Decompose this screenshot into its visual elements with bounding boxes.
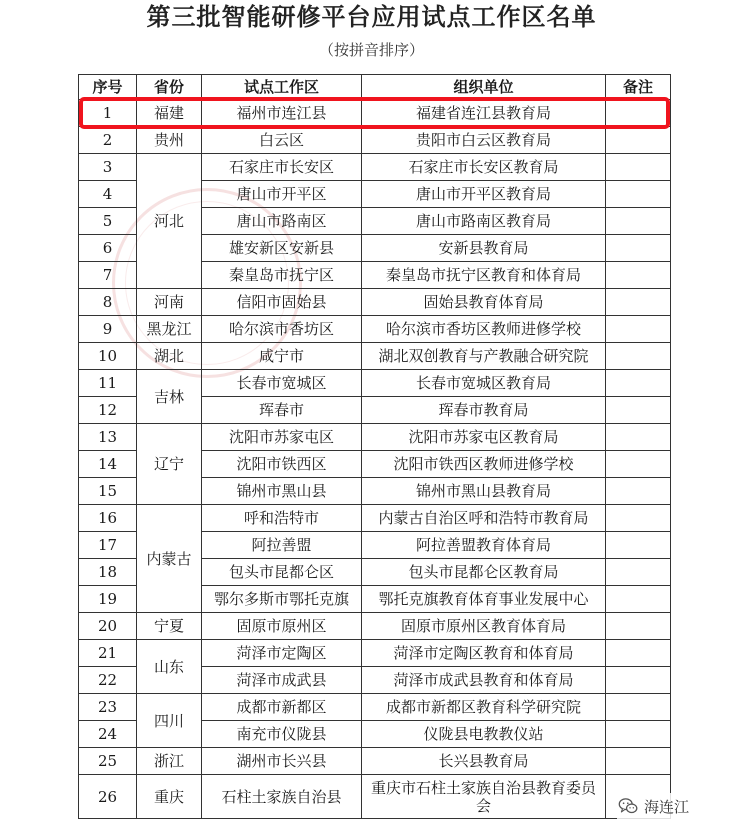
row-number: 23 — [79, 694, 137, 721]
organizer-cell: 长春市宽城区教育局 — [362, 370, 606, 397]
row-number: 7 — [79, 262, 137, 289]
remarks-cell — [606, 343, 671, 370]
row-number: 4 — [79, 181, 137, 208]
organizer-cell: 重庆市石柱土家族自治县教育委员会 — [362, 775, 606, 819]
row-number: 2 — [79, 127, 137, 154]
organizer-cell: 沈阳市铁西区教师进修学校 — [362, 451, 606, 478]
pilot-zone-cell: 包头市昆都仑区 — [202, 559, 362, 586]
remarks-cell — [606, 667, 671, 694]
organizer-cell: 固始县教育体育局 — [362, 289, 606, 316]
row-number: 13 — [79, 424, 137, 451]
row-number: 20 — [79, 613, 137, 640]
organizer-cell: 菏泽市定陶区教育和体育局 — [362, 640, 606, 667]
pilot-zone-cell: 南充市仪陇县 — [202, 721, 362, 748]
province-cell: 贵州 — [137, 127, 202, 154]
organizer-cell: 阿拉善盟教育体育局 — [362, 532, 606, 559]
wechat-account-watermark — [617, 793, 689, 819]
remarks-cell — [606, 262, 671, 289]
pilot-zone-cell: 沈阳市苏家屯区 — [202, 424, 362, 451]
province-cell: 宁夏 — [137, 613, 202, 640]
organizer-cell: 贵阳市白云区教育局 — [362, 127, 606, 154]
pilot-zone-cell: 唐山市路南区 — [202, 208, 362, 235]
pilot-zone-cell: 哈尔滨市香坊区 — [202, 316, 362, 343]
table-row — [79, 424, 671, 451]
province-cell: 黑龙江 — [137, 316, 202, 343]
remarks-cell — [606, 370, 671, 397]
province-cell: 重庆 — [137, 775, 202, 819]
remarks-cell — [606, 181, 671, 208]
remarks-cell — [606, 289, 671, 316]
remarks-cell — [606, 721, 671, 748]
remarks-cell — [606, 748, 671, 775]
organizer-cell: 菏泽市成武县教育和体育局 — [362, 667, 606, 694]
organizer-cell: 成都市新都区教育科学研究院 — [362, 694, 606, 721]
row-number: 8 — [79, 289, 137, 316]
row-number: 10 — [79, 343, 137, 370]
organizer-cell: 唐山市开平区教育局 — [362, 181, 606, 208]
organizer-cell: 包头市昆都仑区教育局 — [362, 559, 606, 586]
table-row — [79, 343, 671, 370]
province-cell: 吉林 — [137, 370, 202, 424]
remarks-cell — [606, 694, 671, 721]
row-number: 16 — [79, 505, 137, 532]
table-row — [79, 748, 671, 775]
organizer-cell: 石家庄市长安区教育局 — [362, 154, 606, 181]
row-number: 17 — [79, 532, 137, 559]
remarks-cell — [606, 208, 671, 235]
row-number: 21 — [79, 640, 137, 667]
pilot-zone-cell: 湖州市长兴县 — [202, 748, 362, 775]
row-number: 15 — [79, 478, 137, 505]
pilot-zone-cell: 阿拉善盟 — [202, 532, 362, 559]
pilot-zone-cell: 呼和浩特市 — [202, 505, 362, 532]
organizer-cell: 固原市原州区教育体育局 — [362, 613, 606, 640]
header-pilot-zone: 试点工作区 — [202, 75, 362, 100]
pilot-zone-cell: 咸宁市 — [202, 343, 362, 370]
pilot-zone-cell: 长春市宽城区 — [202, 370, 362, 397]
organizer-cell: 鄂托克旗教育体育事业发展中心 — [362, 586, 606, 613]
organizer-cell: 珲春市教育局 — [362, 397, 606, 424]
province-cell: 河南 — [137, 289, 202, 316]
organizer-cell: 锦州市黑山县教育局 — [362, 478, 606, 505]
row-number: 14 — [79, 451, 137, 478]
row-number: 1 — [79, 100, 137, 127]
table-row — [79, 127, 671, 154]
remarks-cell — [606, 478, 671, 505]
row-number: 22 — [79, 667, 137, 694]
pilot-zone-cell: 雄安新区安新县 — [202, 235, 362, 262]
pilot-zone-cell: 珲春市 — [202, 397, 362, 424]
remarks-cell — [606, 397, 671, 424]
organizer-cell: 长兴县教育局 — [362, 748, 606, 775]
row-number: 18 — [79, 559, 137, 586]
organizer-cell: 秦皇岛市抚宁区教育和体育局 — [362, 262, 606, 289]
pilot-zone-cell: 锦州市黑山县 — [202, 478, 362, 505]
table-row — [79, 289, 671, 316]
header-province: 省份 — [137, 75, 202, 100]
organizer-cell: 仪陇县电教教仪站 — [362, 721, 606, 748]
remarks-cell — [606, 559, 671, 586]
organizer-cell: 内蒙古自治区呼和浩特市教育局 — [362, 505, 606, 532]
organizer-cell: 哈尔滨市香坊区教师进修学校 — [362, 316, 606, 343]
table-row — [79, 316, 671, 343]
organizer-cell: 福建省连江县教育局 — [362, 100, 606, 127]
row-number: 6 — [79, 235, 137, 262]
pilot-zone-cell: 沈阳市铁西区 — [202, 451, 362, 478]
remarks-cell — [606, 586, 671, 613]
province-cell: 福建 — [137, 100, 202, 127]
remarks-cell — [606, 235, 671, 262]
table-row — [79, 775, 671, 819]
province-cell: 湖北 — [137, 343, 202, 370]
row-number: 25 — [79, 748, 137, 775]
remarks-cell — [606, 424, 671, 451]
pilot-zone-cell: 白云区 — [202, 127, 362, 154]
organizer-cell: 沈阳市苏家屯区教育局 — [362, 424, 606, 451]
pilot-zone-cell: 唐山市开平区 — [202, 181, 362, 208]
row-number: 19 — [79, 586, 137, 613]
row-number: 5 — [79, 208, 137, 235]
table-row — [79, 154, 671, 181]
wechat-icon — [617, 795, 639, 817]
table-row — [79, 694, 671, 721]
pilot-zone-cell: 菏泽市成武县 — [202, 667, 362, 694]
remarks-cell — [606, 127, 671, 154]
remarks-cell — [606, 532, 671, 559]
table-header-row — [79, 75, 671, 100]
province-cell: 河北 — [137, 154, 202, 289]
table-row — [79, 505, 671, 532]
province-cell: 内蒙古 — [137, 505, 202, 613]
pilot-zone-table — [78, 74, 671, 819]
pilot-zone-cell: 秦皇岛市抚宁区 — [202, 262, 362, 289]
table-row — [79, 640, 671, 667]
row-number: 11 — [79, 370, 137, 397]
table-row — [79, 613, 671, 640]
pilot-zone-cell: 石家庄市长安区 — [202, 154, 362, 181]
remarks-cell — [606, 640, 671, 667]
pilot-zone-cell: 菏泽市定陶区 — [202, 640, 362, 667]
document-title: 第三批智能研修平台应用试点工作区名单 — [146, 3, 597, 31]
header-remarks: 备注 — [606, 75, 671, 100]
organizer-cell: 湖北双创教育与产教融合研究院 — [362, 343, 606, 370]
pilot-zone-cell: 固原市原州区 — [202, 613, 362, 640]
remarks-cell — [606, 154, 671, 181]
table-row — [79, 370, 671, 397]
header-serial-no: 序号 — [79, 75, 137, 100]
remarks-cell — [606, 613, 671, 640]
row-number: 9 — [79, 316, 137, 343]
row-1-highlight-box — [79, 97, 670, 129]
row-number: 24 — [79, 721, 137, 748]
pilot-zone-cell: 成都市新都区 — [202, 694, 362, 721]
row-number: 26 — [79, 775, 137, 819]
organizer-cell: 安新县教育局 — [362, 235, 606, 262]
remarks-cell — [606, 505, 671, 532]
watermark-text: 海连江 — [644, 797, 690, 816]
remarks-cell — [606, 316, 671, 343]
province-cell: 四川 — [137, 694, 202, 748]
row-number: 3 — [79, 154, 137, 181]
document-subtitle: （按拼音排序） — [318, 41, 424, 59]
province-cell: 辽宁 — [137, 424, 202, 505]
pilot-zone-cell: 信阳市固始县 — [202, 289, 362, 316]
header-organizer: 组织单位 — [362, 75, 606, 100]
remarks-cell — [606, 451, 671, 478]
organizer-cell: 唐山市路南区教育局 — [362, 208, 606, 235]
row-number: 12 — [79, 397, 137, 424]
province-cell: 浙江 — [137, 748, 202, 775]
pilot-zone-cell: 鄂尔多斯市鄂托克旗 — [202, 586, 362, 613]
pilot-zone-cell: 福州市连江县 — [202, 100, 362, 127]
pilot-zone-cell: 石柱土家族自治县 — [202, 775, 362, 819]
province-cell: 山东 — [137, 640, 202, 694]
